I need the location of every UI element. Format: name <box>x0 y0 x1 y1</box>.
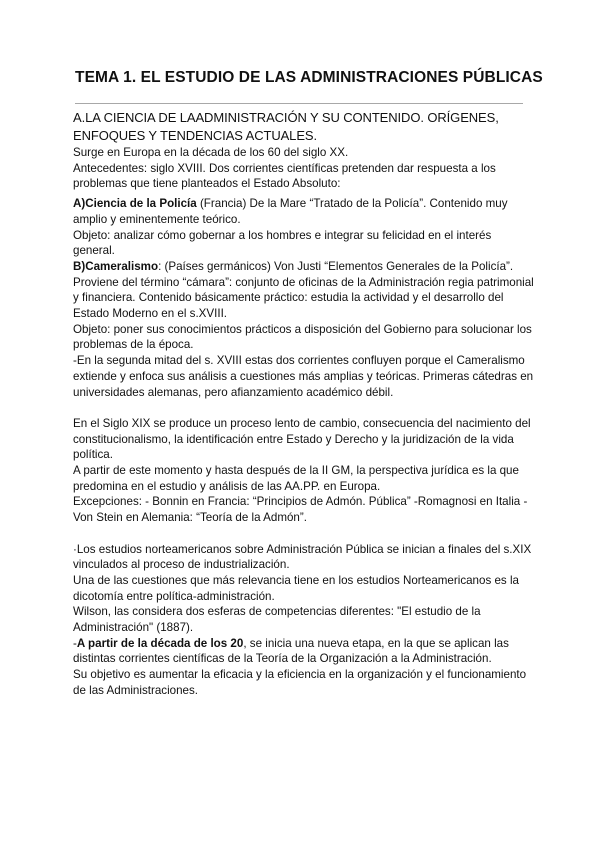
paragraph-antecedentes: Antecedentes: siglo XVIII. Dos corrientes científicas pretenden dar respuesta a los problemas que tiene planteados el Estado Absoluto: <box>73 161 496 191</box>
section-a-heading-line1: A.LA CIENCIA DE LAADMINISTRACIÓN Y SU CONTENIDO. ORÍGENES, <box>73 110 499 125</box>
paragraph-objeto-policia: Objeto: analizar cómo gobernar a los hombres e integrar su felicidad en el interés general. <box>73 228 492 258</box>
page-title: TEMA 1. EL ESTUDIO DE LAS ADMINISTRACIONES PÚBLICAS <box>75 69 543 86</box>
paragraph-dicotomia: Una de las cuestiones que más relevancia tiene en los estudios Norteamericanos es la dicotomía entre política-administración. <box>73 573 519 603</box>
paragraph-cameralismo <box>73 259 535 322</box>
paragraph-siglo-xix: En el Siglo XIX se produce un proceso lento de cambio, consecuencia del nacimiento del constitucionalismo, la identificación entre Estado y Derecho y la juridización de la vida política. <box>73 416 531 462</box>
paragraph-ciencia-policia <box>73 196 535 227</box>
paragraph-objeto-cameralismo: Objeto: poner sus conocimientos prácticos a disposición del Gobierno para solucionar los problemas de la época. <box>73 322 532 352</box>
decada-20-prefix: - <box>73 636 77 650</box>
paragraph-excepciones: Excepciones: - Bonnin en Francia: “Principios de Admón. Pública” -Romagnosi en Italia -Von Stein en Alemania: “Teoría de la Admón”. <box>73 495 528 525</box>
ciencia-policia-text: (Francia) De la Mare “Tratado de la Policía”. Contenido muy amplio y eminentemente teórico. <box>73 197 508 226</box>
paragraph-objetivo: Su objetivo es aumentar la eficacia y la eficiencia en la organización y el funcionamiento de las Administraciones. <box>73 668 527 697</box>
paragraph-confluencia: -En la segunda mitad del s. XVIII estas dos corrientes confluyen porque el Cameralismo extiende y enfoca sus análisis a cuestiones más amplias y teóricas. Primeras cátedras en universidades alemanas, pero afianzamiento académico débil. <box>73 354 534 399</box>
section-a-heading-line2: ENFOQUES Y TENDENCIAS ACTUALES. <box>73 128 317 143</box>
spacer <box>73 400 535 416</box>
decada-20-text: , se inicia una nueva etapa, en la que se aplican las distintas corrientes científicas de la Teoría de la Organización a la Administración. <box>73 636 509 666</box>
paragraph-norteamericanos: ·Los estudios norteamericanos sobre Administración Pública se inician a finales del s.XIX vinculados al proceso de industrialización. <box>73 542 532 572</box>
paragraph-decada-20 <box>73 636 535 667</box>
cameralismo-label: B)Cameralismo <box>73 259 159 273</box>
title-divider <box>75 103 523 104</box>
paragraph-perspectiva-juridica: A partir de este momento y hasta después de la II GM, la perspectiva jurídica es la que predomina en el estudio y análisis de las AA.PP. en Europa. <box>73 464 519 493</box>
paragraph-origin: Surge en Europa en la década de los 60 del siglo XX. <box>73 146 349 159</box>
spacer <box>73 526 535 542</box>
decada-20-label: A partir de la década de los 20 <box>76 636 244 650</box>
document-body <box>73 109 535 699</box>
ciencia-policia-label: A)Ciencia de la Policía <box>73 197 197 211</box>
cameralismo-text: : (Países germánicos) Von Justi “Elementos Generales de la Policía”. Proviene del término “cámara”: conjunto de oficinas de la Administración regia patrimonial y financiera. Contenido básicamente práctico: estudia la actividad y el desarrollo del Estado Moderno en el s.XVIII. <box>73 259 534 321</box>
paragraph-wilson: Wilson, las considera dos esferas de competencias diferentes: "El estudio de la Administración" (1887). <box>73 605 481 635</box>
section-a-heading <box>73 109 535 145</box>
